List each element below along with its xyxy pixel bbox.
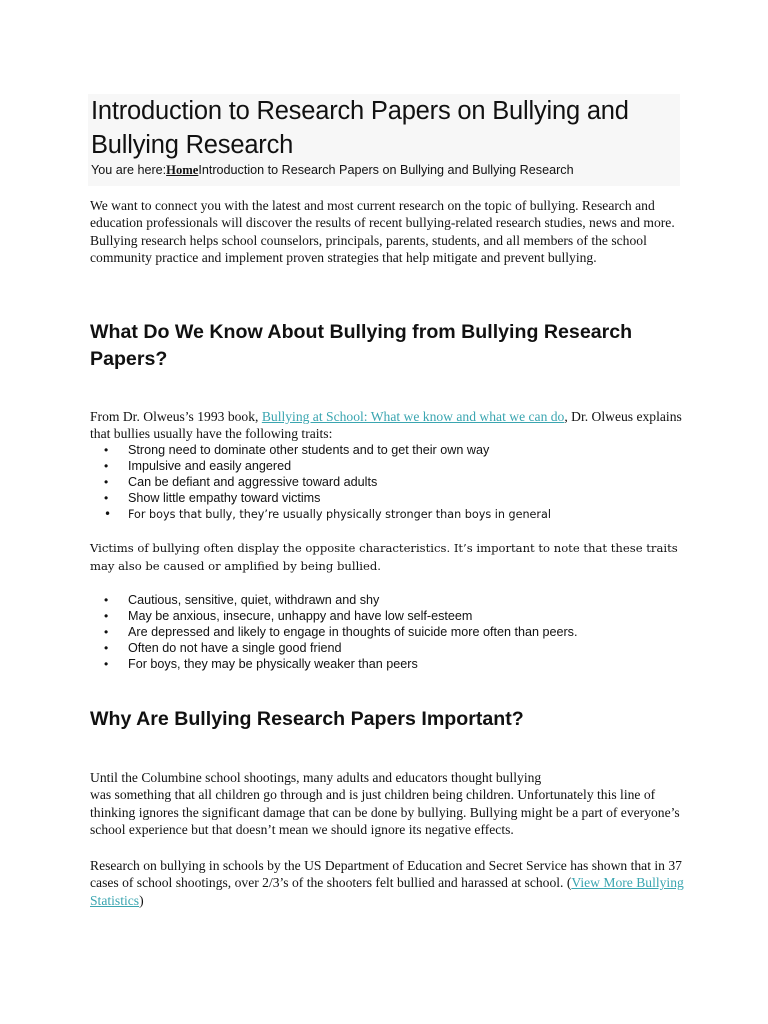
bullet-dot: • [104, 443, 109, 457]
list-item-text: Can be defiant and aggressive toward adults [128, 474, 378, 489]
section-heading-why-important: Why Are Bullying Research Papers Important? [90, 708, 524, 730]
list-item-text: For boys that bully, they’re usually physically stronger than boys in general [128, 507, 551, 521]
bully-traits-list [104, 443, 704, 523]
victims-paragraph: Victims of bullying often display the opposite characteristics. It’s important to note that these traits may also be caused or amplified by being bullied. [90, 541, 678, 573]
bullet-dot: • [104, 640, 109, 655]
bullet-dot: • [104, 458, 109, 473]
research-text-after: ) [139, 892, 144, 908]
bullet-dot: • [104, 474, 109, 489]
list-item-text: Strong need to dominate other students and to get their own way [128, 443, 490, 457]
list-item-text: For boys, they may be physically weaker than peers [128, 656, 418, 671]
bullet-dot: • [104, 608, 109, 623]
intro-paragraph: We want to connect you with the latest and most current research on the topic of bullying. Research and education professionals will discover the results of recent bullying-related research studies, news and more. Bullying research helps school counselors, principals, parents, students, and all members of the school community practice and implement proven strategies that help mitigate and prevent bullying. [90, 198, 675, 265]
list-item [104, 641, 704, 657]
columbine-text-rest: was something that all children go through and is just children being children. Unfortunately this line of thinking ignores the significant damage that can be done by bullying. Bullying might be a part of everyone’s school experience but that doesn’t mean we should ignore its negative effects. [90, 787, 680, 837]
list-item-text: May be anxious, insecure, unhappy and have low self-esteem [128, 608, 473, 623]
list-item-text: Often do not have a single good friend [128, 640, 342, 655]
research-paragraph [90, 857, 690, 909]
list-item [104, 491, 704, 507]
list-item [104, 507, 704, 523]
victim-traits-list [104, 593, 704, 673]
bullet-dot: • [104, 624, 109, 639]
research-text-before: Research on bullying in schools by the US Department of Education and Secret Service has shown that in 37 cases of school shootings, over 2/3’s of the shooters felt bullied and harassed at school. ( [90, 858, 682, 891]
bullet-dot: • [104, 656, 109, 671]
olweus-book-link[interactable]: Bullying at School: What we know and what we can do [261, 409, 565, 424]
olweus-text-after: , Dr. Olweus explains that bullies usually have the following traits: [90, 409, 682, 442]
list-item [104, 625, 704, 641]
bullet-dot: • [104, 593, 109, 607]
page-title: Introduction to Research Papers on Bullying and Bullying Research [91, 97, 629, 159]
statistics-link[interactable]: View More Bullying Statistics [90, 875, 684, 908]
olweus-paragraph [90, 408, 690, 443]
list-item-text: Show little empathy toward victims [128, 490, 321, 505]
list-item [104, 459, 704, 475]
bullet-dot: • [104, 490, 109, 505]
section-heading-what-we-know: What Do We Know About Bullying from Bullying Research Papers? [90, 321, 633, 370]
breadcrumb [91, 162, 691, 179]
olweus-text-before: From Dr. Olweus’s 1993 book, [90, 409, 262, 424]
breadcrumb-current: Introduction to Research Papers on Bullying and Bullying Research [198, 163, 574, 177]
columbine-paragraph [90, 769, 690, 838]
breadcrumb-home-link[interactable]: Home [166, 163, 199, 177]
list-item [104, 657, 704, 673]
columbine-line-1: Until the Columbine school shootings, many adults and educators thought bullying [90, 770, 542, 785]
list-item [104, 443, 704, 459]
list-item-text: Are depressed and likely to engage in thoughts of suicide more often than peers. [128, 624, 578, 639]
list-item-text: Cautious, sensitive, quiet, withdrawn and shy [128, 593, 380, 607]
list-item [104, 609, 704, 625]
list-item [104, 475, 704, 491]
list-item-text: Impulsive and easily angered [128, 458, 292, 473]
bullet-dot: • [104, 506, 112, 521]
list-item [104, 593, 704, 609]
breadcrumb-prefix: You are here: [91, 163, 167, 177]
